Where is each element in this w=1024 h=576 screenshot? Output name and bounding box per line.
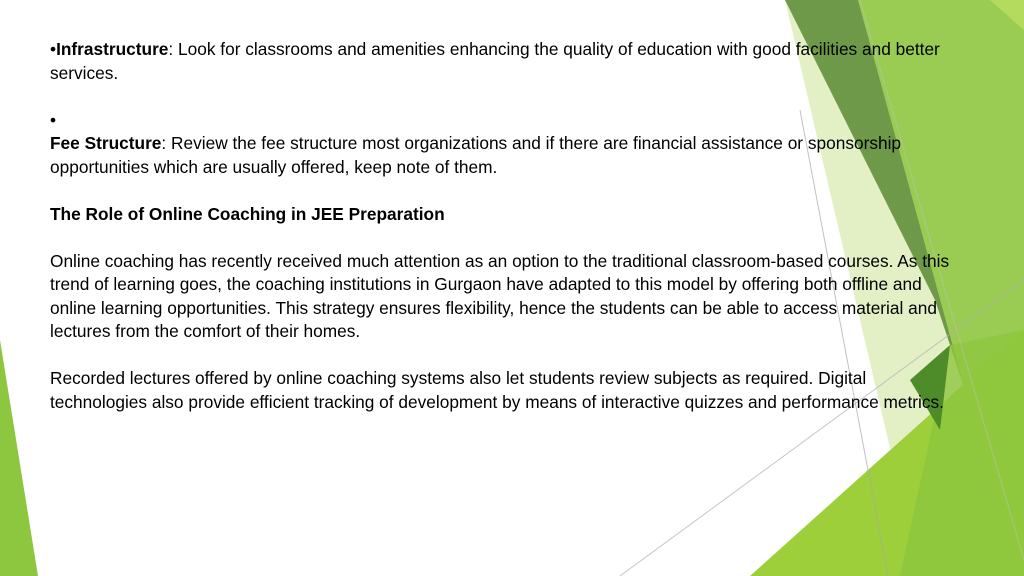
infrastructure-text: : Look for classrooms and amenities enhancing the quality of education with good facilities and better services. bbox=[50, 39, 940, 83]
slide-content bbox=[50, 38, 962, 414]
empty-bullet: • bbox=[50, 109, 57, 130]
paragraph-2: Recorded lectures offered by online coaching systems also let students review subjects as required. Digital technologies also provide efficient tracking of development by means of interactive quizzes and performance metrics. bbox=[50, 368, 944, 412]
heading-text: The Role of Online Coaching in JEE Preparation bbox=[50, 203, 445, 224]
section-heading bbox=[50, 203, 962, 227]
left-edge-shape bbox=[0, 340, 38, 576]
infrastructure-paragraph bbox=[50, 38, 962, 85]
infrastructure-label: Infrastructure bbox=[56, 39, 169, 59]
paragraph-1: Online coaching has recently received much attention as an option to the traditional classroom-based courses. As this trend of learning goes, the coaching institutions in Gurgaon have adapted to this model by offering both offline and online learning opportunities. This strategy ensures flexibility, hence the students can be able to access material and lectures from the comfort of their homes. bbox=[50, 250, 950, 341]
bullet: • bbox=[50, 39, 57, 59]
fee-label: Fee Structure bbox=[50, 133, 162, 153]
fee-paragraph bbox=[50, 132, 962, 179]
fee-text: : Review the fee structure most organizations and if there are financial assistance or sponsorship opportunities which are usually offered, keep note of them. bbox=[50, 133, 902, 177]
